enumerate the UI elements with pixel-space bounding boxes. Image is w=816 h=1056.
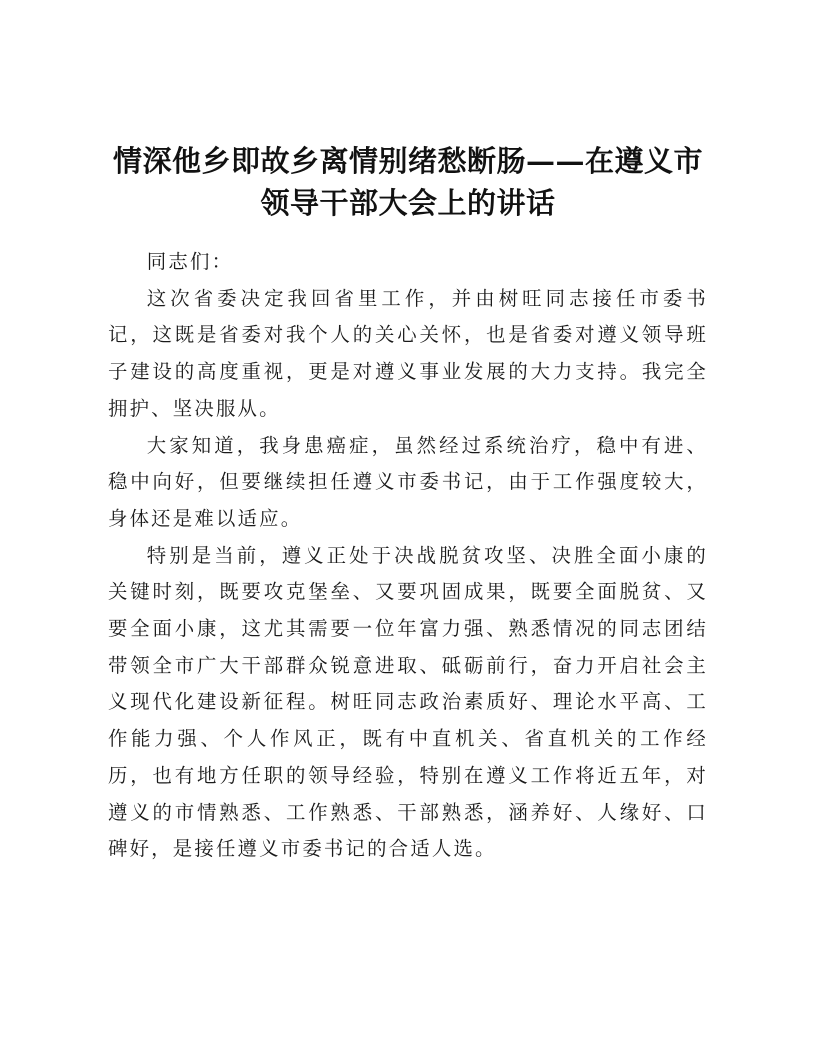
title-line-2: 领导干部大会上的讲话 [260,186,556,220]
salutation: 同志们： [146,250,234,273]
title-line-1: 情深他乡即故乡离情别绪愁断肠——在遵义市 [112,144,703,178]
paragraph-1: 这次省委决定我回省里工作，并由树旺同志接任市委书记，这既是省委对我个人的关心关怀，也是省委对遵义领导班子建设的高度重视，更是对遵义事业发展的大力支持。我完全拥护、坚决服从。 [108,286,708,420]
document-title [96,140,720,224]
paragraph-2: 大家知道，我身患癌症，虽然经过系统治疗，稳中有进、稳中向好，但要继续担任遵义市委书记，由于工作强度较大，身体还是难以适应。 [108,433,708,530]
paragraph-3: 特别是当前，遵义正处于决战脱贫攻坚、决胜全面小康的关键时刻，既要攻克堡垒、又要巩固成果，既要全面脱贫、又要全面小康，这尤其需要一位年富力强、熟悉情况的同志团结带领全市广大干部群众锐意进取、砥砺前行，奋力开启社会主义现代化建设新征程。树旺同志政治素质好、理论水平高、工作能力强、个人作风正，既有中直机关、省直机关的工作经历，也有地方任职的领导经验，特别在遵义工作将近五年，对遵义的市情熟悉、工作熟悉、干部熟悉，涵养好、人缘好、口碑好，是接任遵义市委书记的合适人选。 [108,543,708,861]
document-body [108,244,708,868]
